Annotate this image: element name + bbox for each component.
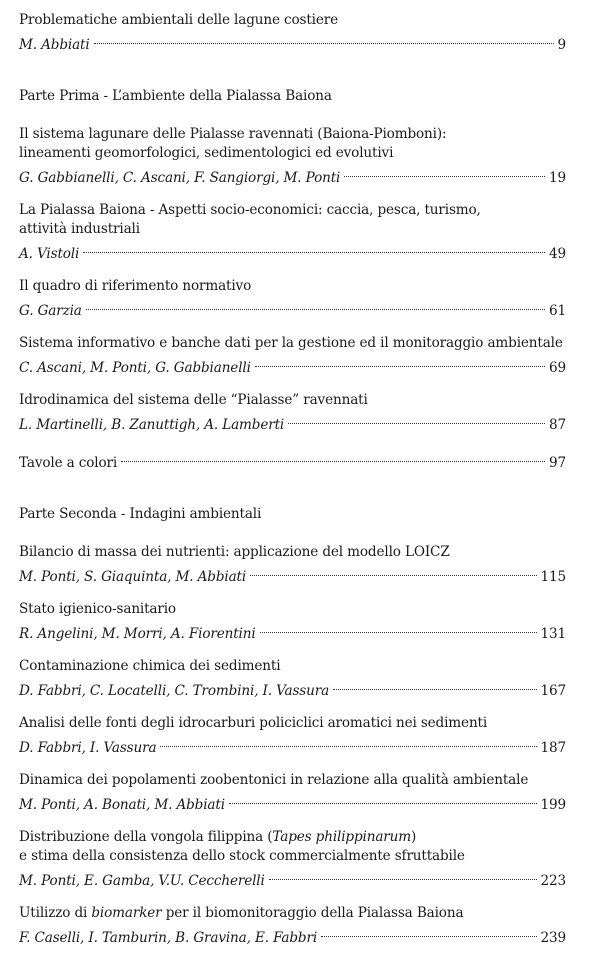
entry-title-line: lineamenti geomorfologici, sedimentologici ed evolutivi [19,145,394,161]
entry-title: Problematiche ambientali delle lagune costiere [19,12,338,28]
entry-author-line [19,733,566,756]
entry-authors: D. Fabbri, I. Vassura [19,740,157,756]
toc-entry [19,277,566,319]
entry-author-line [19,296,566,319]
entry-title-line: Sistema informativo e banche dati per la gestione ed il monitoraggio ambientale [19,335,563,351]
entry-title-line: Idrodinamica del sistema delle “Pialasse” ravennati [19,392,368,408]
entry-page-number: 9 [557,37,566,53]
dot-leader [260,619,537,638]
entry-authors: G. Garzia [19,303,82,319]
dot-leader [229,790,537,809]
entry-page-number: 131 [540,626,566,642]
toc-entry-intro [19,11,566,53]
section-heading-part-one: Parte Prima - L’ambiente della Pialassa Baiona [19,88,332,104]
dot-leader [121,448,545,467]
dot-leader [321,923,536,942]
toc-entry [19,543,566,585]
toc-entry [19,334,566,376]
entry-title-line: La Pialassa Baiona - Aspetti socio-economici: caccia, pesca, turismo, [19,202,481,218]
toc-entry-biomarker [19,904,566,946]
toc-entry [19,657,566,699]
toc-entry [19,714,566,756]
entry-title-line: Contaminazione chimica dei sedimenti [19,658,281,674]
entry-authors: L. Martinelli, B. Zanuttigh, A. Lamberti [19,417,285,433]
entry-title-line: Il sistema lagunare delle Pialasse ravennati (Baiona-Piomboni): [19,126,447,142]
toc-entry [19,391,566,433]
entry-title-line [19,448,566,471]
entry-title-part: Distribuzione della vongola filippina ( [19,829,273,845]
entry-title-line-2: e stima della consistenza dello stock commercialmente sfruttabile [19,848,465,864]
entry-author-line [19,353,566,376]
entry-page-number: 115 [540,569,566,585]
entry-page-number: 61 [549,303,566,319]
entry-title-line: attività industriali [19,221,140,237]
entry-title: Tavole a colori [19,455,118,471]
entry-authors: F. Caselli, I. Tamburin, B. Gravina, E. Fabbri [19,930,318,946]
entry-title-line: Analisi delle fonti degli idrocarburi policiclici aromatici nei sedimenti [19,715,488,731]
toc-entry [19,771,566,813]
dot-leader [333,676,536,695]
toc-entry [19,600,566,642]
entry-authors: G. Gabbianelli, C. Ascani, F. Sangiorgi, M. Ponti [19,170,341,186]
entry-author-line [19,866,566,889]
entry-page-number: 223 [540,873,566,889]
entry-page-number: 19 [549,170,566,186]
entry-authors: A. Vistoli [19,246,80,262]
entry-author-line [19,923,566,946]
entry-page-number: 167 [540,683,566,699]
entry-page-number: 187 [540,740,566,756]
entry-title-species: Tapes philippinarum [272,829,411,845]
entry-page-number: 87 [549,417,566,433]
toc-entry [19,201,566,262]
entry-title-term: biomarker [91,905,162,921]
entry-author-line [19,239,566,262]
toc-entry-tavole [19,448,566,471]
entry-page-number: 97 [549,455,566,471]
dot-leader [269,866,537,885]
dot-leader [288,410,545,429]
table-of-contents [19,11,566,961]
toc-entry [19,125,566,186]
dot-leader [83,239,545,258]
entry-author-line [19,676,566,699]
entry-authors: M. Abbiati [19,37,90,53]
entry-title-line: Il quadro di riferimento normativo [19,278,252,294]
dot-leader [250,562,536,581]
entry-authors: M. Ponti, A. Bonati, M. Abbiati [19,797,225,813]
entry-page-number: 69 [549,360,566,376]
entry-title-part: per il biomonitoraggio della Pialassa Baiona [161,905,464,921]
entry-title-line: Bilancio di massa dei nutrienti: applicazione del modello LOICZ [19,544,450,560]
entry-author-line [19,30,566,53]
entry-author-line [19,619,566,642]
entry-authors: M. Ponti, S. Giaquinta, M. Abbiati [19,569,247,585]
dot-leader [255,353,545,372]
entry-title-part: Utilizzo di [19,905,92,921]
section-heading-part-two: Parte Seconda - Indagini ambientali [19,506,262,522]
entry-author-line [19,790,566,813]
entry-title-part: ) [411,829,417,845]
entry-authors: R. Angelini, M. Morri, A. Fiorentini [19,626,256,642]
entry-authors: M. Ponti, E. Gamba, V.U. Ceccherelli [19,873,265,889]
entry-title-line-1 [19,828,566,847]
entry-author-line [19,163,566,186]
toc-entry-vongola [19,828,566,889]
dot-leader [344,163,545,182]
entry-title-line-1 [19,904,566,923]
entry-author-line [19,410,566,433]
entry-title-line: Stato igienico-sanitario [19,601,176,617]
entry-page-number: 199 [540,797,566,813]
dot-leader [94,30,554,49]
entry-authors: C. Ascani, M. Ponti, G. Gabbianelli [19,360,251,376]
entry-title-line: Dinamica dei popolamenti zoobentonici in relazione alla qualità ambientale [19,772,529,788]
entry-page-number: 239 [540,930,566,946]
entry-page-number: 49 [549,246,566,262]
entry-authors: D. Fabbri, C. Locatelli, C. Trombini, I. Vassura [19,683,330,699]
dot-leader [86,296,545,315]
entry-author-line [19,562,566,585]
dot-leader [160,733,536,752]
